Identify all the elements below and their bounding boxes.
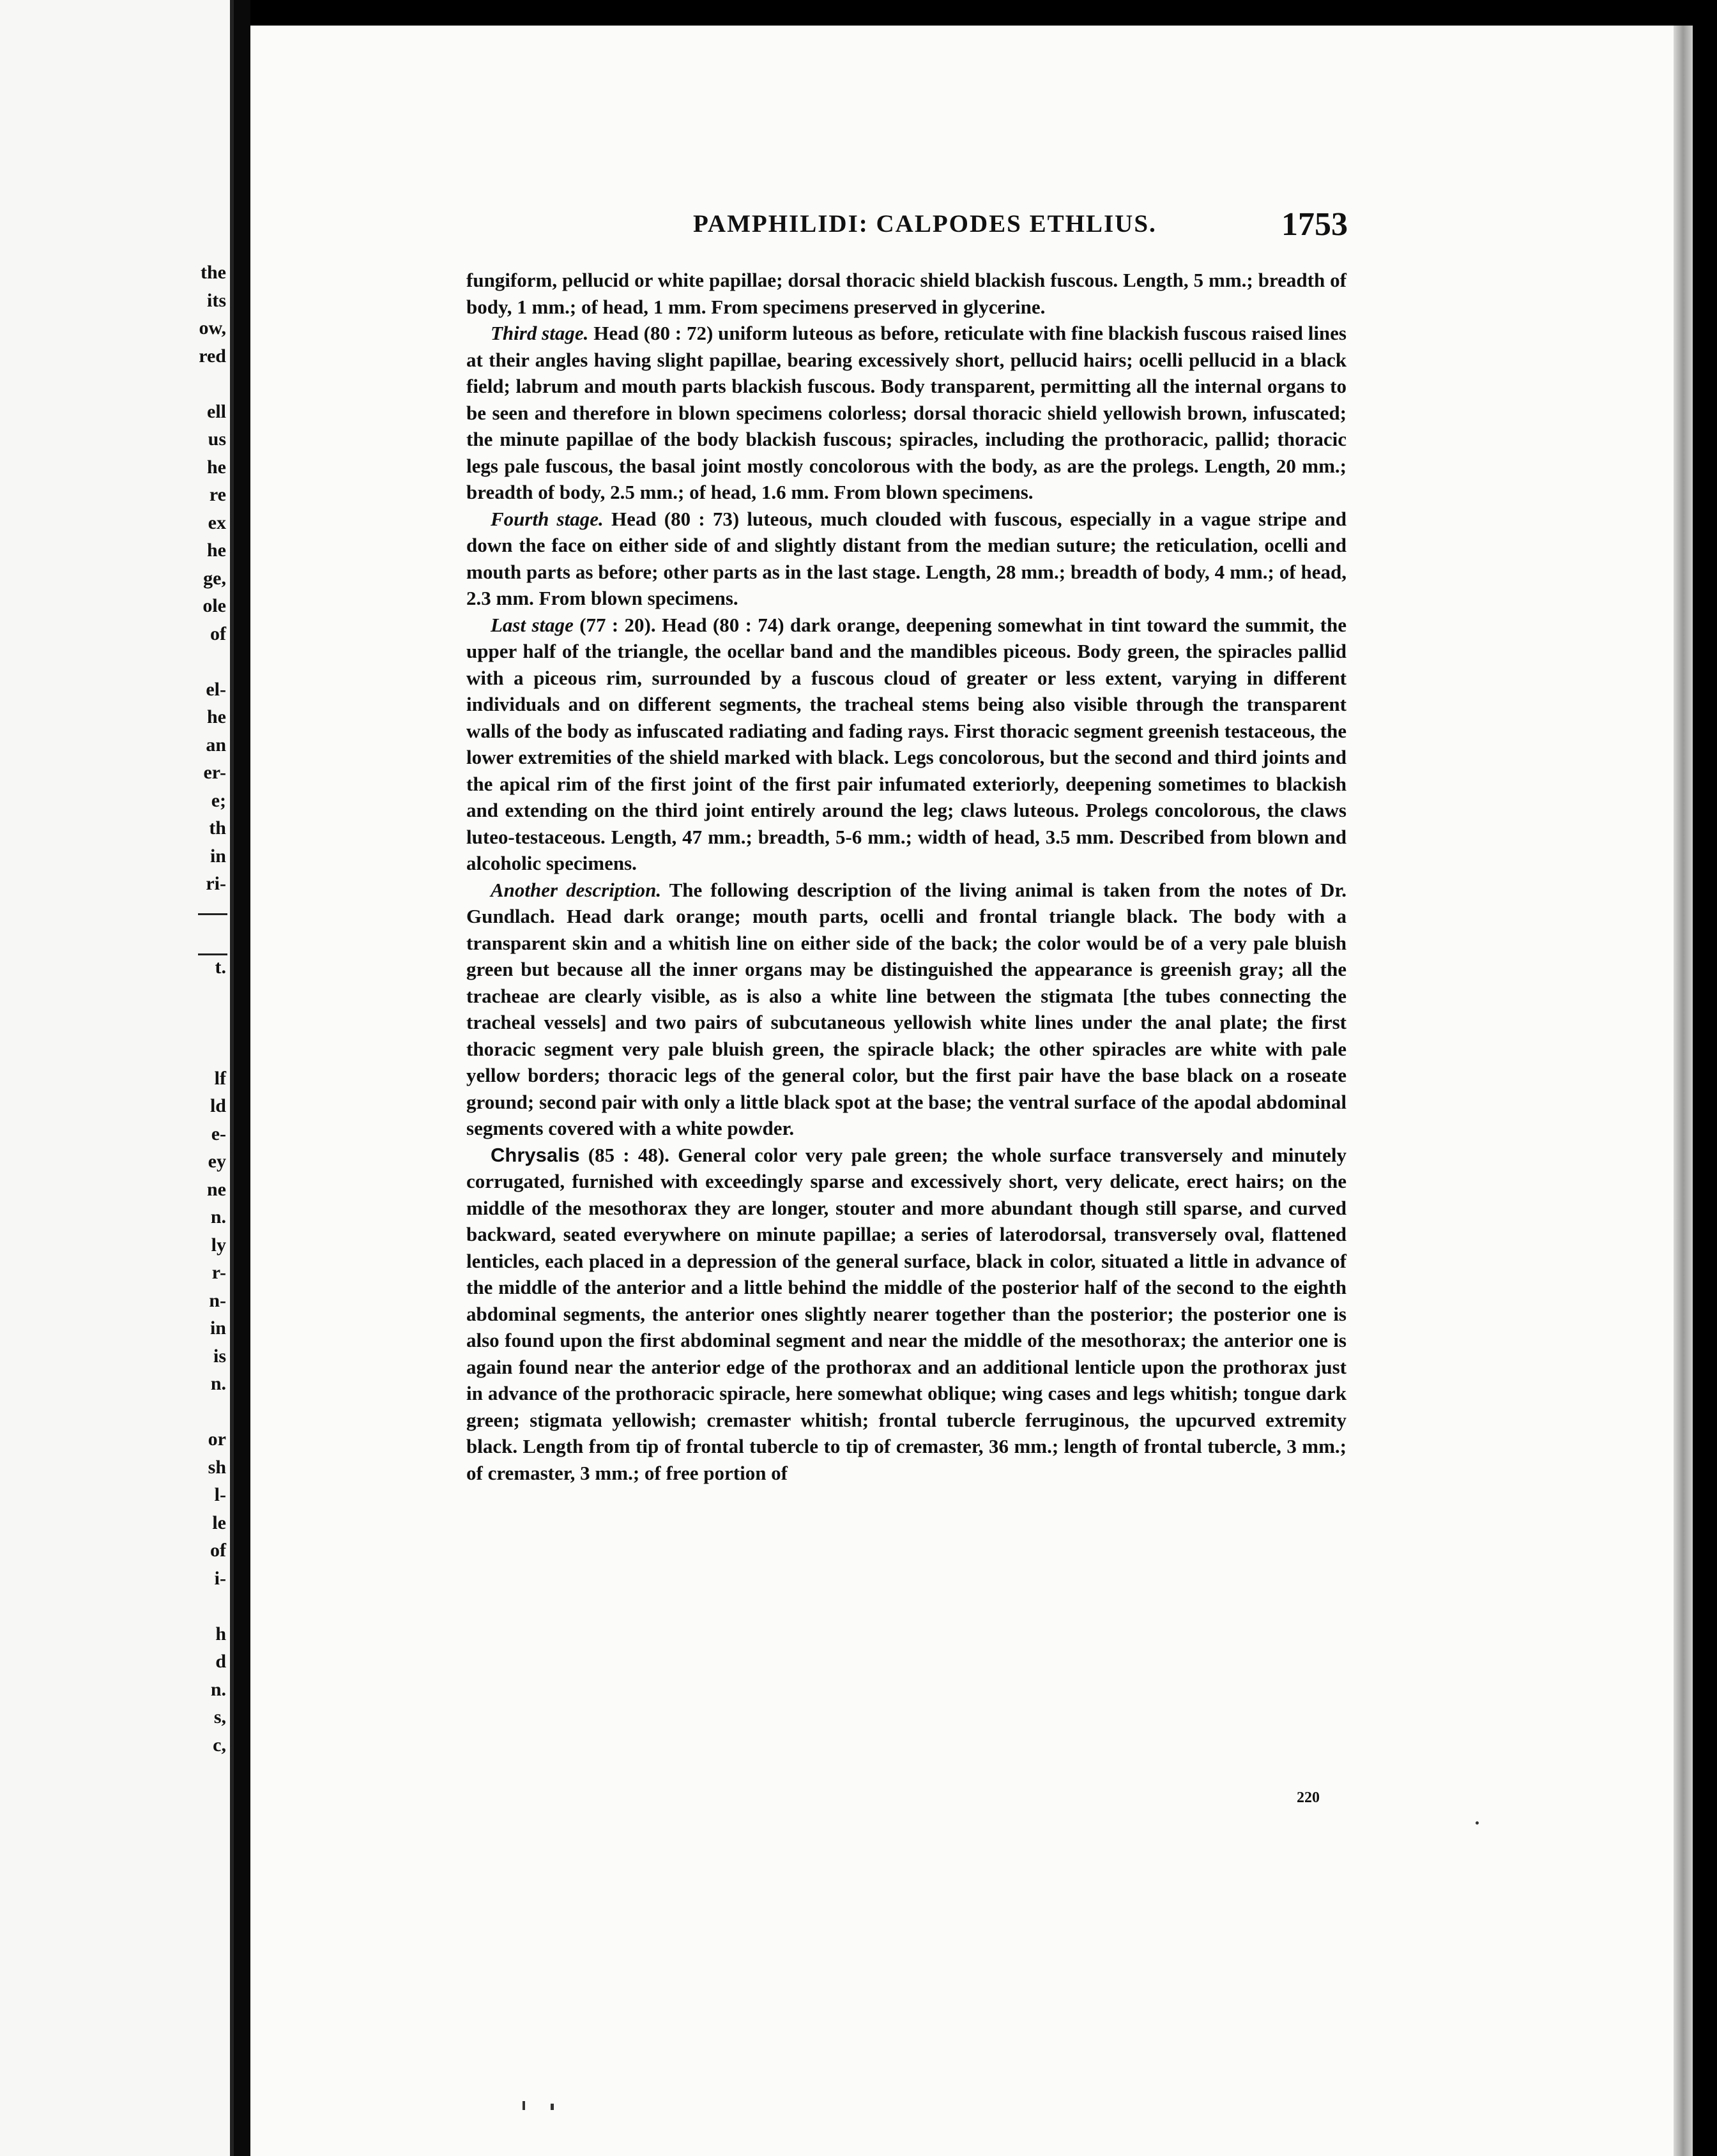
paragraph <box>466 612 1347 877</box>
previous-page-fragment <box>149 1592 226 1620</box>
previous-page-edge <box>0 0 234 2156</box>
rule <box>198 953 227 955</box>
previous-page-fragment: of <box>210 1540 226 1561</box>
previous-page-fragment: er- <box>203 762 226 783</box>
paragraph <box>466 1142 1347 1487</box>
paragraph-lead: Chrysalis <box>491 1143 580 1166</box>
previous-page-fragment: s, <box>213 1706 226 1727</box>
scan-speck <box>551 2104 554 2110</box>
previous-page-fragment <box>149 1036 226 1065</box>
previous-page-fragment: or <box>208 1429 226 1450</box>
paragraph-lead: Another description. <box>491 878 662 901</box>
previous-page-fragment: h <box>215 1623 226 1644</box>
previous-page-fragment: of <box>210 623 226 644</box>
paragraph-lead: Fourth stage. <box>491 507 604 530</box>
paragraph-text: The following description of the living animal is taken from the notes of Dr. Gundlach. Head dark orange; mouth parts, ocelli and frontal triangle black. The body with a transparent skin and a whitish line on either side of the back; the color would be of a very pale bluish green but because all the inner organs may be distinguished the appearance is greenish gray; all the tracheae are clearly visible, as is also a white line between the stigmata [the tubes connecting the tracheal vessels] and two pairs of subcutaneous yellowish white lines under the anal plate; the first thoracic segment very pale bluish green, the spiracle black; the other spiracles are white with pale yellow borders; thoracic legs of the general color, but the first pair have the base black on a roseate ground; second pair with only a little black spot at the base; the ventral surface of the apodal abdominal segments covered with a white powder. <box>466 878 1347 1139</box>
previous-page-fragment: n. <box>210 1678 226 1700</box>
previous-page-fragment <box>149 981 226 1009</box>
previous-page-fragment: e- <box>211 1123 226 1144</box>
previous-page-fragment <box>149 898 226 926</box>
previous-page-fragment: sh <box>208 1456 226 1478</box>
folio-mark: 220 <box>1297 1789 1320 1806</box>
previous-page-fragment: the <box>201 262 226 283</box>
previous-page-text-fragments <box>149 259 226 1759</box>
paragraph <box>466 267 1347 320</box>
paragraph-lead: Last stage <box>491 613 574 636</box>
previous-page-fragment <box>149 1398 226 1426</box>
previous-page-fragment: an <box>206 734 226 755</box>
previous-page-fragment: ell <box>207 400 226 422</box>
previous-page-fragment <box>149 1009 226 1037</box>
previous-page-fragment: i- <box>214 1567 226 1589</box>
previous-page-fragment: us <box>208 429 226 450</box>
previous-page-fragment: el- <box>206 678 226 700</box>
previous-page-fragment: le <box>212 1512 226 1533</box>
running-head: PAMPHILIDI: CALPODES ETHLIUS. <box>693 210 1157 238</box>
book-gutter <box>234 0 250 2156</box>
paragraph <box>466 877 1347 1142</box>
previous-page-fragment: ey <box>208 1151 226 1172</box>
paragraph-text: (85 : 48). General color very pale green; the whole surface transversely and minutely corrugated, furnished with exceedingly sparse and excessively short, very delicate, erect hairs; on the middle of the mesothorax they are longer, stouter and more abundant though still sparse, and curved backward, seated everywhere on minute papillae; a series of laterodorsal, transversely oval, flattened lenticles, each placed in a depression of the general surface, black in color, situated a little in advance of the middle of the anterior and a little behind the middle of the posterior half of the second to the eighth abdominal segments, the anterior ones slightly nearer together than the posterior; the posterior one is also found upon the first abdominal segment and near the middle of the mesothorax; the anterior one is again found near the anterior edge of the prothorax and an additional lenticle upon the prothorax just in advance of the prothoracic spiracle, here somewhat oblique; wing cases and legs whitish; tongue dark green; stigmata yellowish; cremaster whitish; frontal tubercle ferruginous, the upcurved extremity black. Length from tip of frontal tubercle to tip of cremaster, 36 mm.; length of frontal tubercle, 3 mm.; of cremaster, 3 mm.; of free portion of <box>466 1143 1347 1484</box>
previous-page-fragment: ld <box>210 1095 226 1116</box>
previous-page-fragment: ex <box>208 512 226 533</box>
paragraph-text: Head (80 : 73) luteous, much clouded with fuscous, especially in a vague stripe and down the face on either side of and slightly distant from the median suture; the reticulation, ocelli and mouth parts as before; other parts as in the last stage. Length, 28 mm.; breadth of body, 4 mm.; of head, 2.3 mm. From blown specimens. <box>466 507 1347 609</box>
previous-page-fragment: red <box>199 345 226 367</box>
previous-page-fragment: e; <box>211 789 226 811</box>
previous-page-fragment: r- <box>211 1262 226 1283</box>
previous-page-fragment: he <box>207 456 226 478</box>
rule <box>198 913 227 915</box>
previous-page-fragment: ow, <box>199 317 226 338</box>
body-text <box>466 267 1347 1486</box>
previous-page-fragment: n- <box>209 1289 226 1311</box>
previous-page-fragment: in <box>210 1317 226 1339</box>
previous-page-fragment: ole <box>202 595 226 616</box>
previous-page-fragment: l- <box>214 1484 226 1505</box>
previous-page-fragment: ge, <box>203 567 226 589</box>
paragraph <box>466 506 1347 612</box>
previous-page-fragment: c, <box>213 1734 226 1756</box>
scan-speck <box>1476 1821 1479 1825</box>
scan-speck <box>523 2101 525 2110</box>
previous-page-fragment <box>149 370 226 398</box>
previous-page-fragment: is <box>213 1345 226 1367</box>
previous-page-fragment: n. <box>210 1373 226 1394</box>
paragraph <box>466 320 1347 506</box>
previous-page-fragment: ly <box>211 1234 226 1256</box>
previous-page-fragment: ne <box>207 1178 226 1200</box>
page-header <box>693 206 1348 245</box>
previous-page-fragment <box>149 925 226 953</box>
page-edge-shadow <box>1674 26 1693 2156</box>
previous-page-fragment: t. <box>215 956 226 978</box>
previous-page-fragment: in <box>210 845 226 867</box>
previous-page-fragment <box>149 648 226 676</box>
previous-page-fragment: lf <box>214 1067 226 1089</box>
previous-page-fragment: he <box>207 540 226 561</box>
page-number: 1753 <box>1281 206 1348 243</box>
paragraph-text: fungiform, pellucid or white papillae; dorsal thoracic shield blackish fuscous. Length, 5 mm.; breadth of body, 1 mm.; of head, 1 mm. From specimens preserved in glycerine. <box>466 269 1347 318</box>
previous-page-fragment: th <box>209 817 226 839</box>
previous-page-fragment: re <box>209 484 226 505</box>
paragraph-lead: Third stage. <box>491 322 589 344</box>
previous-page-fragment: n. <box>210 1206 226 1227</box>
previous-page-fragment: its <box>207 289 226 311</box>
previous-page-fragment: ri- <box>206 873 226 894</box>
scan-border <box>1693 0 1717 2156</box>
previous-page-fragment: d <box>215 1651 226 1672</box>
previous-page-fragment: he <box>207 706 226 727</box>
paragraph-text: Head (80 : 72) uniform luteous as before, reticulate with fine blackish fuscous raised lines at their angles having slight papillae, bearing excessively short, pellucid hairs; ocelli pellucid in a black field; labrum and mouth parts blackish fuscous. Body transparent, permitting all the internal organs to be seen and therefore in blown specimens colorless; dorsal thoracic shield yellowish brown, infuscated; the minute papillae of the body blackish fuscous; spiracles, including the prothoracic, pallid; thoracic legs pale fuscous, the basal joint mostly concolorous with the body, as are the prolegs. Length, 20 mm.; breadth of body, 2.5 mm.; of head, 1.6 mm. From blown specimens. <box>466 322 1347 503</box>
paragraph-text: (77 : 20). Head (80 : 74) dark orange, deepening somewhat in tint toward the summit, the upper half of the triangle, the ocellar band and the mandibles piceous. Body green, the spiracles pallid with a piceous rim, surrounded by a fuscous cloud of greater or less extent, varying in different individuals and on different segments, the tracheal stems being also visible through the transparent walls of the body as infuscated radiating and fading rays. First thoracic segment greenish testaceous, the lower extremities of the shield marked with black. Legs concolorous, but the second and third joints and the apical rim of the first joint of the first pair infumated exteriorly, deepening sometimes to blackish and extending on the third joint entirely around the leg; claws luteous. Prolegs concolorous, the claws luteo-testaceous. Length, 47 mm.; breadth, 5-6 mm.; width of head, 3.5 mm. Described from blown and alcoholic specimens. <box>466 613 1347 874</box>
